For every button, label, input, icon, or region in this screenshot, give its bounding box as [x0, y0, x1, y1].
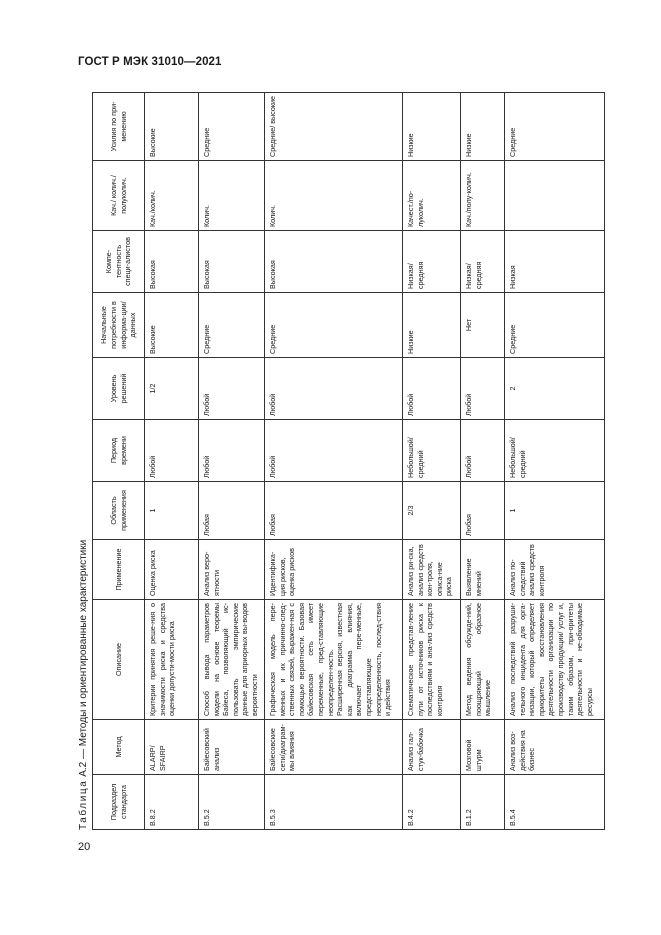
cell-application: Оценка риска [145, 540, 199, 600]
cell-description: Метод ведения обсужде-ний, поощряющий образное мышление [461, 600, 505, 720]
cell-period: Любой [145, 420, 199, 482]
cell-application: Анализ по-следствий анализ средств контроля [505, 540, 605, 600]
cell-period: Небольшой/ средний [505, 420, 605, 482]
cell-application: Выявление мнений [461, 540, 505, 600]
cell-info-needs: Низкие [403, 293, 461, 358]
header-competence: Компе-тентность специ-алистов [93, 231, 145, 293]
cell-qual: Колич. [199, 161, 265, 231]
cell-competence: Высокая [145, 231, 199, 293]
header-qual: Кач./ колич./ полуколич. [93, 161, 145, 231]
cell-method: Мозговой штурм [461, 720, 505, 775]
cell-level: Любой [403, 358, 461, 420]
cell-period: Небольшой/ средний [403, 420, 461, 482]
header-period: Период времени [93, 420, 145, 482]
cell-level: Любой [461, 358, 505, 420]
cell-scope: Любая [199, 482, 265, 540]
cell-effort: Средние [199, 93, 265, 161]
cell-qual: Кач./полу-колич. [461, 161, 505, 231]
cell-period: Любой [265, 420, 403, 482]
cell-effort: Низкие [403, 93, 461, 161]
cell-section: В.5.2 [199, 775, 265, 830]
cell-scope: 1 [505, 482, 605, 540]
cell-competence: Низкая/ средняя [403, 231, 461, 293]
header-scope: Область применения [93, 482, 145, 540]
cell-effort: Средние/ высокие [265, 93, 403, 161]
cell-description: Критерии принятия реше-ния о значимости риска и средства оценки допусти-мости риска [145, 600, 199, 720]
cell-scope: 2/3 [403, 482, 461, 540]
cell-qual: Колич. [265, 161, 403, 231]
cell-effort: Средние [505, 93, 605, 161]
header-info-needs: Начальные потребности в информа-ции/данных [93, 293, 145, 358]
cell-info-needs: Нет [461, 293, 505, 358]
cell-section: В.4.2 [403, 775, 461, 830]
cell-qual: Кач./колич. [145, 161, 199, 231]
cell-description: Графическая модель пере-менных и их причинно-след-ственных связей, выражен-ная с помощью вероятности. Базовая байесовская сеть имеет переменные, пред-ставляющие неопределен-ность. Расширенная версия, известная как диаграмма влияния, включает пере-менные, представляющие неопределенность, послед-ствия и действия [265, 600, 403, 720]
cell-description: Анализ последствий разруши-тельного инцидента для орга-низации, который определяет приоритеты восстановления деятельности организации по производству продукции/ услуг и, таким образом, при-оритеты деятельности и не-обходимые ресурсы [505, 600, 605, 720]
header-section: Подраздел стандарта [93, 775, 145, 830]
table-row [265, 93, 403, 830]
cell-period: Любой [461, 420, 505, 482]
cell-scope: 1 [145, 482, 199, 540]
cell-method: Байесовский анализ [199, 720, 265, 775]
table-title-text: А.2 — Методы и ориентированные характеристики [78, 539, 89, 777]
cell-section: В.1.2 [461, 775, 505, 830]
table-title [78, 540, 92, 830]
cell-method: Анализ гал-стук-бабочка [403, 720, 461, 775]
cell-section: В.8.2 [145, 775, 199, 830]
cell-description: Способ вывода параметров модели на основе теоремы Байеса, позволяющий ис-пользовать эмпирические данные для априорных вы-водов вероятности [199, 600, 265, 720]
cell-method: Байесовские сети/диаграм-мы влияния [265, 720, 403, 775]
table-row [403, 93, 461, 830]
cell-description: Схематическое представ-ление пути от источников риска к последствиям и ана-лиз средств контроля [403, 600, 461, 720]
cell-qual [505, 161, 605, 231]
cell-competence: Высокая [199, 231, 265, 293]
cell-info-needs: Высокие [145, 293, 199, 358]
table-header-row [93, 93, 145, 830]
cell-qual: Качест./по-луколич. [403, 161, 461, 231]
table-row [145, 93, 199, 830]
cell-section: В.5.3 [265, 775, 403, 830]
cell-section: В.5.4 [505, 775, 605, 830]
cell-effort: Высокие [145, 93, 199, 161]
header-description: Описание [93, 600, 145, 720]
header-application: Применение [93, 540, 145, 600]
cell-info-needs: Средние [265, 293, 403, 358]
header-effort: Усилия по при-менению [93, 93, 145, 161]
cell-competence: Низкая/ средняя [461, 231, 505, 293]
cell-period: Любой [199, 420, 265, 482]
header-method: Метод [93, 720, 145, 775]
cell-method: ALARP/ SFAIRP [145, 720, 199, 775]
cell-application: Анализ веро-ятности [199, 540, 265, 600]
cell-scope: Любая [265, 482, 403, 540]
methods-table [92, 92, 605, 830]
table-row [505, 93, 605, 830]
cell-competence: Низкая [505, 231, 605, 293]
table-row [461, 93, 505, 830]
page-number: 20 [78, 841, 91, 853]
cell-level: 2 [505, 358, 605, 420]
cell-scope: Любая [461, 482, 505, 540]
rotated-table-canvas [78, 93, 604, 830]
table-row [199, 93, 265, 830]
document-header: ГОСТ Р МЭК 31010—2021 [78, 56, 222, 68]
cell-level: Любой [265, 358, 403, 420]
cell-application: Идентифика-ция рисков, оценка рисков [265, 540, 403, 600]
cell-method: Анализ воз-действия на бизнес [505, 720, 605, 775]
cell-info-needs: Средние [199, 293, 265, 358]
header-level: Уровень решений [93, 358, 145, 420]
cell-effort: Низкие [461, 93, 505, 161]
cell-application: Анализ ри-ска, анализ средств кон-троля, описа-ние риска [403, 540, 461, 600]
table-title-word: Таблица [78, 779, 89, 830]
cell-competence: Высокая [265, 231, 403, 293]
rotated-table-region [78, 93, 604, 830]
cell-level: 1/2 [145, 358, 199, 420]
cell-level: Любой [199, 358, 265, 420]
cell-info-needs: Средние [505, 293, 605, 358]
